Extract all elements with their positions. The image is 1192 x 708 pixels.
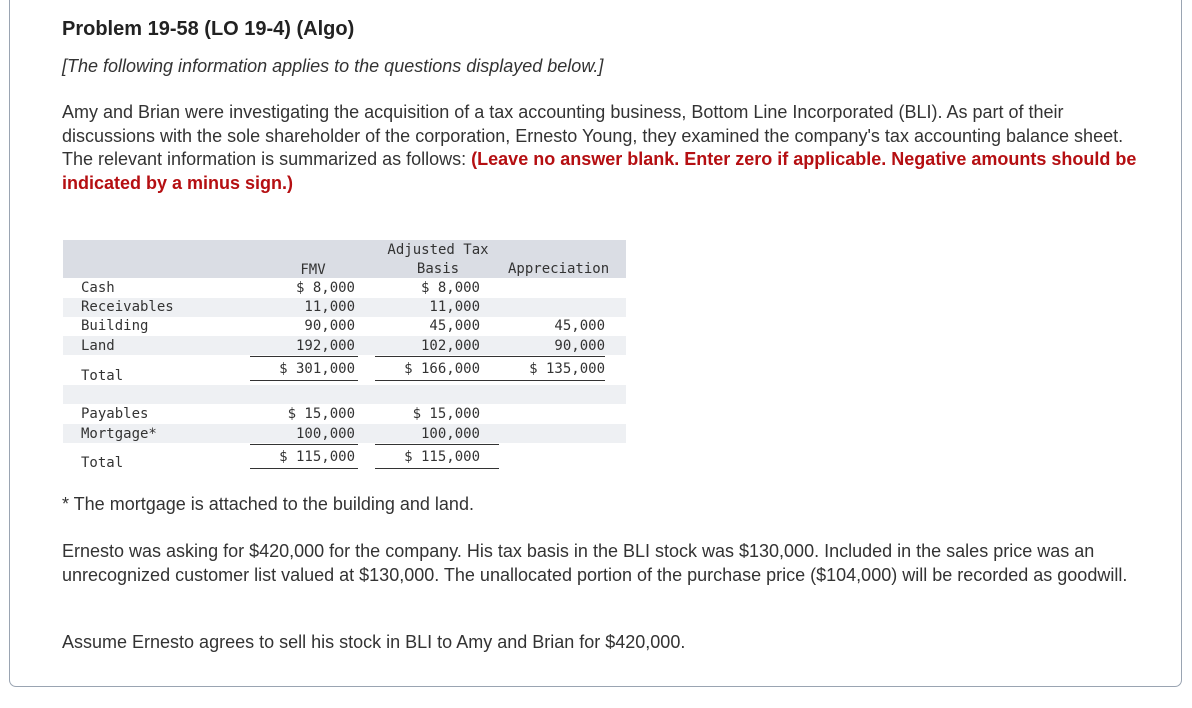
header-adjusted-tax-line1: Adjusted Tax: [387, 242, 489, 258]
row-appreciation: 45,000: [554, 318, 605, 334]
intro-paragraph: [62, 101, 1142, 195]
header-fmv: FMV: [300, 262, 326, 278]
rule: [250, 380, 358, 381]
rule: [499, 380, 605, 381]
intro-instruction: (Leave no answer blank. Enter zero if applicable. Negative amounts should be indicated by a minus sign.): [62, 149, 1137, 193]
balance-sheet-table: [63, 240, 626, 475]
footnote: * The mortgage is attached to the building and land.: [62, 494, 474, 514]
header-appreciation: Appreciation: [508, 261, 610, 277]
row-fmv: 192,000: [295, 338, 355, 354]
row-appreciation: 90,000: [554, 338, 605, 354]
row-fmv: 90,000: [304, 318, 355, 334]
total-basis: $ 115,000: [404, 449, 480, 465]
total-label: Total: [81, 455, 124, 471]
rule: [499, 356, 605, 357]
sale-paragraph: Ernesto was asking for $420,000 for the company. His tax basis in the BLI stock was $130,000. Included in the sales price was an unrecognized customer list valued at $130,000. The unallocated portion of the purchase price ($104,000) will be recorded as goodwill.: [62, 541, 1128, 585]
row-label: Payables: [81, 406, 149, 422]
rule: [375, 380, 499, 381]
row-basis: $ 8,000: [420, 280, 480, 296]
problem-title: Problem 19-58 (LO 19-4) (Algo): [62, 18, 355, 40]
row-basis: 102,000: [420, 338, 480, 354]
assumption-paragraph: Assume Ernesto agrees to sell his stock in BLI to Amy and Brian for $420,000.: [62, 632, 686, 652]
rule: [375, 356, 499, 357]
rule: [250, 468, 358, 469]
row-label: Building: [81, 318, 149, 334]
row-basis: 100,000: [420, 426, 480, 442]
total-label: Total: [81, 368, 124, 384]
row-basis: $ 15,000: [412, 406, 480, 422]
header-adjusted-tax-line2: Basis: [416, 261, 460, 277]
rule: [250, 356, 358, 357]
row-label: Land: [81, 338, 115, 354]
row-basis: 11,000: [429, 299, 480, 315]
total-basis: $ 166,000: [404, 361, 480, 377]
problem-subtitle: [The following information applies to the questions displayed below.]: [62, 56, 604, 76]
row-fmv: $ 15,000: [287, 406, 355, 422]
intro-text: Amy and Brian were investigating the acquisition of a tax accounting business, Bottom Line Incorporated (BLI). As part of their discussions with the sole shareholder of the corporation, Ernesto Young, they examined the company's tax accounting balance sheet. The relevant information is summarized as follows:: [62, 102, 1124, 169]
total-fmv: $ 301,000: [279, 361, 355, 377]
row-band: [63, 385, 626, 404]
row-label: Receivables: [81, 299, 174, 315]
total-appreciation: $ 135,000: [529, 361, 605, 377]
row-label: Mortgage*: [81, 426, 157, 442]
row-basis: 45,000: [429, 318, 480, 334]
row-fmv: 100,000: [295, 426, 355, 442]
rule: [250, 444, 358, 445]
row-fmv: 11,000: [304, 299, 355, 315]
row-fmv: $ 8,000: [295, 280, 355, 296]
rule: [375, 468, 499, 469]
total-fmv: $ 115,000: [279, 449, 355, 465]
row-label: Cash: [81, 280, 115, 296]
rule: [375, 444, 499, 445]
